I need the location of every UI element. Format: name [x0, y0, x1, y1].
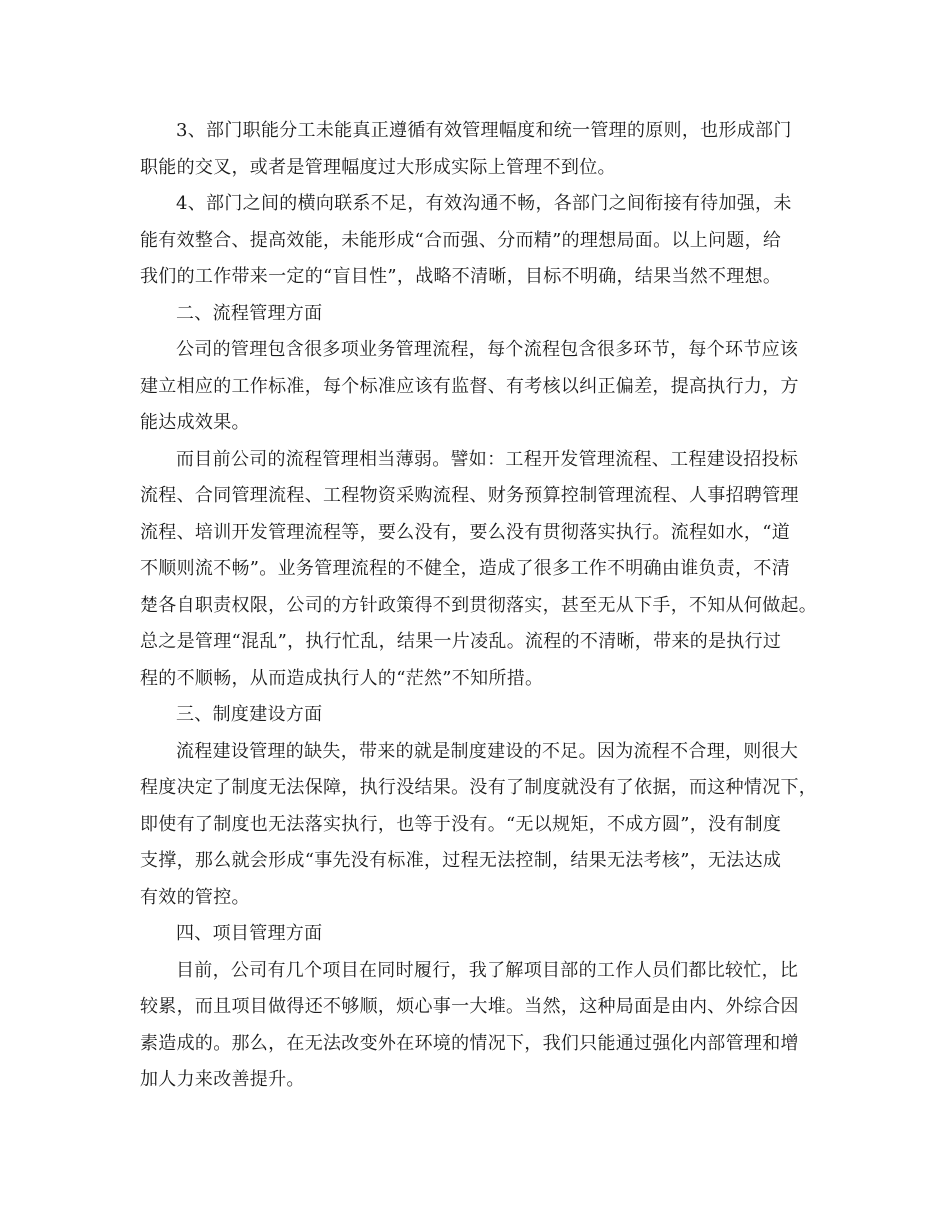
text-line: 目前，公司有几个项目在同时履行，我了解项目部的工作人员们都比较忙，比 [176, 959, 799, 981]
text-line: 职能的交叉，或者是管理幅度过大形成实际上管理不到位。 [140, 156, 616, 178]
text-line: 流程建设管理的缺失，带来的就是制度建设的不足。因为流程不合理，则很大 [176, 740, 799, 762]
body-paragraph [140, 332, 830, 442]
text-line: 二、流程管理方面 [176, 302, 323, 324]
section-heading [140, 296, 830, 333]
text-line: 建立相应的工作标准，每个标准应该有监督、有考核以纠正偏差，提高执行力，方 [140, 375, 799, 397]
document-page [140, 113, 830, 1099]
text-line: 能有效整合、提高效能，未能形成“合而强、分而精”的理想局面。以上问题，给 [140, 229, 782, 251]
text-line: 总之是管理“混乱”，执行忙乱，结果一片凌乱。流程的不清晰，带来的是执行过 [140, 631, 782, 652]
text-line: 较累，而且项目做得还不够顺，烦心事一大堆。当然，这种局面是由内、外综合因 [140, 996, 799, 1017]
text-line: 四、项目管理方面 [176, 923, 323, 944]
body-paragraph [140, 186, 830, 296]
text-line: 支撑，那么就会形成“事先没有标准，过程无法控制，结果无法考核”，无法达成 [140, 850, 782, 871]
text-line: 而目前公司的流程管理相当薄弱。譬如：工程开发管理流程、工程建设招投标 [176, 448, 799, 470]
section-heading [140, 697, 830, 734]
text-line: 我们的工作带来一定的“盲目性”，战略不清晰，目标不明确，结果当然不理想。 [140, 266, 782, 287]
text-line: 有效的管控。 [140, 886, 250, 908]
text-line: 4、部门之间的横向联系不足，有效沟通不畅，各部门之间衔接有待加强，未 [176, 193, 792, 214]
text-line: 不顺则流不畅”。业务管理流程的不健全，造成了很多工作不明确由谁负责，不清 [140, 558, 790, 579]
text-line: 程度决定了制度无法保障，执行没结果。没有了制度就没有了依据，而这种情况下， [140, 777, 818, 798]
text-line: 加人力来改善提升。 [140, 1069, 305, 1090]
text-line: 能达成效果。 [140, 412, 250, 433]
body-paragraph [140, 953, 830, 1099]
body-paragraph [140, 734, 830, 917]
body-paragraph [140, 113, 830, 186]
text-line: 楚各自职责权限，公司的方针政策得不到贯彻落实，甚至无从下手，不知从何做起。 [140, 594, 818, 616]
text-line: 公司的管理包含很多项业务管理流程，每个流程包含很多环节，每个环节应该 [176, 339, 799, 360]
text-line: 三、制度建设方面 [176, 704, 323, 725]
text-line: 流程、培训开发管理流程等，要么没有，要么没有贯彻落实执行。流程如水，“道 [140, 521, 790, 543]
text-line: 流程、合同管理流程、工程物资采购流程、财务预算控制管理流程、人事招聘管理 [140, 485, 799, 506]
text-line: 素造成的。那么，在无法改变外在环境的情况下，我们只能通过强化内部管理和增 [140, 1032, 799, 1054]
section-heading [140, 916, 830, 953]
text-line: 即使有了制度也无法落实执行，也等于没有。“无以规矩，不成方圆”，没有制度 [140, 813, 782, 835]
text-line: 3、部门职能分工未能真正遵循有效管理幅度和统一管理的原则，也形成部门 [176, 120, 792, 141]
body-paragraph [140, 442, 830, 698]
text-line: 程的不顺畅，从而造成执行人的“茫然”不知所措。 [140, 667, 544, 689]
